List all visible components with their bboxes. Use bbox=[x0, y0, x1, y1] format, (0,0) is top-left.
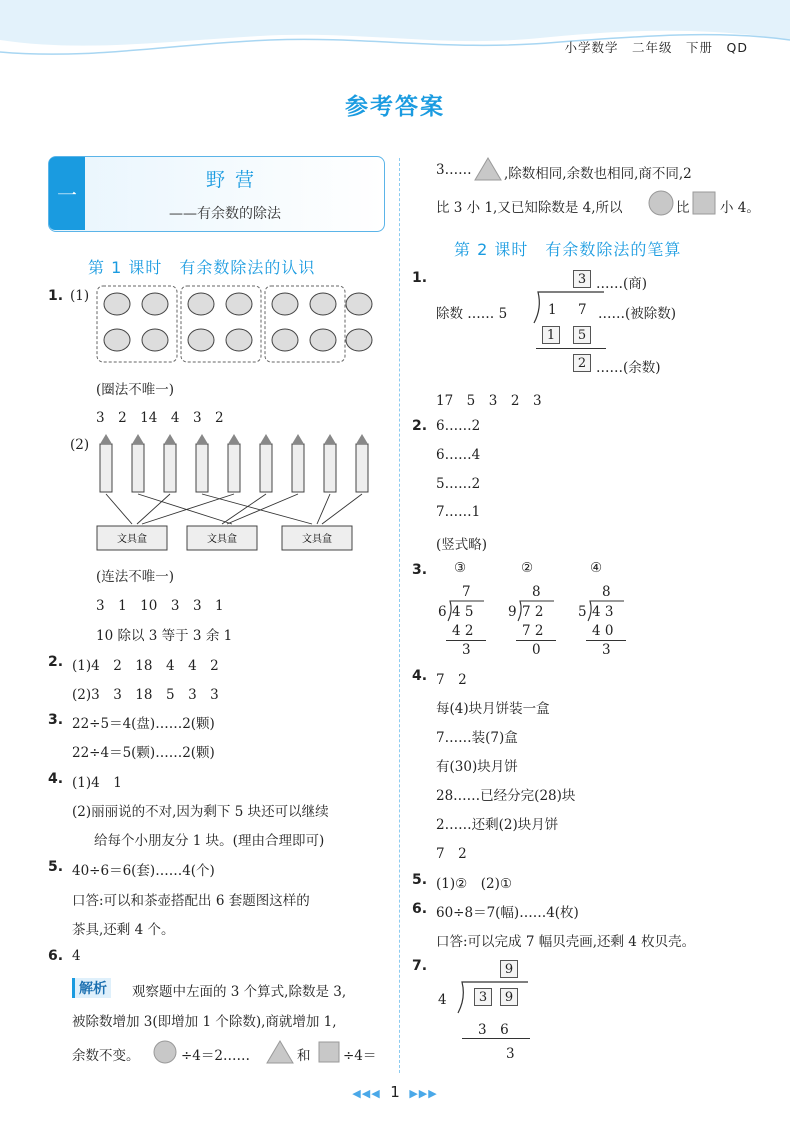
lesson-1-title: 第 1 课时 有余数除法的认识 bbox=[88, 258, 316, 277]
r-q7-long-division bbox=[438, 958, 548, 1068]
q7-remainder: 3 bbox=[506, 1046, 515, 1062]
remainder-box: 2 bbox=[573, 354, 591, 372]
q1-note2: (连法不唯一) bbox=[96, 569, 175, 585]
analysis-line-3a: 余数不变。 bbox=[72, 1048, 140, 1064]
calc-line bbox=[586, 640, 626, 641]
page-title: 参考答案 bbox=[345, 94, 445, 120]
division-bracket bbox=[532, 290, 606, 324]
right-cont-2b: 比 bbox=[676, 200, 690, 216]
r-q1-answer: 17 5 3 2 3 bbox=[436, 393, 542, 409]
q5-label: 5. bbox=[48, 859, 64, 875]
calc-remainder: 3 bbox=[602, 642, 611, 658]
r-q6-answer-a: 60÷8＝7(幅)……4(枚) bbox=[436, 905, 579, 921]
calc-quotient: 8 bbox=[532, 584, 541, 600]
unit-name: 野营 bbox=[205, 169, 264, 191]
q4-answer-a: (1)4 1 bbox=[72, 775, 122, 791]
next-arrows-icon: ▶▶▶ bbox=[409, 1087, 438, 1100]
r-q2-answer-d: 7……1 bbox=[436, 504, 481, 520]
r-q2-label: 2. bbox=[412, 418, 428, 434]
column-divider bbox=[399, 158, 400, 1073]
calc-quotient: 7 bbox=[462, 584, 471, 600]
product-box-2: 5 bbox=[573, 326, 591, 344]
q3-answer-b: 22÷4＝5(颗)……2(颗) bbox=[72, 745, 215, 761]
divisor-label: 除数 …… 5 bbox=[436, 306, 508, 322]
q1-part2-label: (2) bbox=[70, 437, 90, 453]
right-cont-1b: ,除数相同,余数也相同,商不同,2 bbox=[504, 166, 692, 182]
analysis-line-1: 观察题中左面的 3 个算式,除数是 3, bbox=[132, 984, 347, 1000]
calc-product: 7 2 bbox=[522, 623, 544, 639]
dividend-digit-1: 1 bbox=[548, 302, 557, 318]
q7-divisor: 4 bbox=[438, 992, 447, 1008]
r-q4-answer-b: 每(4)块月饼装一盒 bbox=[436, 701, 550, 717]
r-q2-answer-e: (竖式略) bbox=[436, 537, 488, 553]
product-box-1: 1 bbox=[542, 326, 560, 344]
calc-line bbox=[446, 640, 486, 641]
r-q3-calc-2 bbox=[508, 584, 568, 658]
r-q3-calc-1 bbox=[438, 584, 498, 658]
unit-subtitle: ——有余数的除法 bbox=[169, 206, 281, 222]
q7-bracket bbox=[456, 980, 530, 1014]
r-q4-answer-f: 2……还剩(2)块月饼 bbox=[436, 817, 559, 833]
pencil-box-label-2: 文具盒 bbox=[207, 534, 237, 545]
square-shape-icon bbox=[318, 1041, 340, 1063]
circle-shape-icon bbox=[648, 190, 674, 216]
r-q4-answer-g: 7 2 bbox=[436, 846, 467, 862]
r-q1-label: 1. bbox=[412, 270, 428, 286]
r-q4-answer-a: 7 2 bbox=[436, 672, 467, 688]
calc-product: 4 0 bbox=[592, 623, 614, 639]
unit-number: 一 bbox=[49, 157, 85, 230]
pencils-boxes-illustration bbox=[92, 432, 382, 557]
pencil-box-label-1: 文具盒 bbox=[117, 534, 147, 545]
q2-answer-a: (1)4 2 18 4 4 2 bbox=[72, 658, 219, 674]
calc-dividend: 7 2 bbox=[522, 604, 544, 620]
square-shape-icon bbox=[692, 191, 716, 215]
pencil-box-label-3: 文具盒 bbox=[302, 534, 332, 545]
r-q3-mark-2: ② bbox=[521, 560, 534, 576]
header-banner bbox=[0, 0, 790, 70]
q7-line bbox=[462, 1038, 530, 1039]
q5-answer-a: 40÷6＝6(套)……4(个) bbox=[72, 863, 215, 879]
page-number: 1 bbox=[390, 1083, 400, 1101]
q7-quotient-box: 9 bbox=[500, 960, 518, 978]
r-q4-label: 4. bbox=[412, 668, 428, 684]
quotient-box: 3 bbox=[573, 270, 591, 288]
calc-dividend: 4 5 bbox=[452, 604, 474, 620]
quotient-label: ……(商) bbox=[596, 276, 648, 292]
analysis-line-3c: 和 bbox=[297, 1048, 311, 1064]
r-q3-mark-3: ④ bbox=[590, 560, 603, 576]
dividend-digit-2: 7 bbox=[578, 302, 587, 318]
q1-answer2: 3 1 10 3 3 1 bbox=[96, 598, 224, 614]
q4-answer-c: 给每个小朋友分 1 块。(理由合理即可) bbox=[94, 833, 325, 849]
calc-dividend: 4 3 bbox=[592, 604, 614, 620]
r-q5-answer: (1)② (2)① bbox=[436, 876, 512, 892]
r-q2-answer-a: 6……2 bbox=[436, 418, 481, 434]
right-cont-1a: 3…… bbox=[436, 162, 472, 178]
remainder-label: ……(余数) bbox=[596, 360, 661, 376]
header-wave bbox=[0, 0, 790, 70]
q4-label: 4. bbox=[48, 771, 64, 787]
lanterns-illustration bbox=[95, 284, 375, 364]
page-footer bbox=[0, 1083, 790, 1101]
long-division-diagram bbox=[436, 268, 736, 378]
analysis-badge: 解析 bbox=[72, 978, 111, 998]
lesson-2-title: 第 2 课时 有余数除法的笔算 bbox=[454, 240, 682, 259]
q7-dividend-box-2: 9 bbox=[500, 988, 518, 1006]
q3-answer-a: 22÷5＝4(盘)……2(颗) bbox=[72, 716, 215, 732]
r-q7-label: 7. bbox=[412, 958, 428, 974]
right-cont-2c: 小 4。 bbox=[720, 200, 760, 216]
r-q3-calc-3 bbox=[578, 584, 638, 658]
q5-answer-c: 茶具,还剩 4 个。 bbox=[72, 922, 175, 938]
right-cont-2a: 比 3 小 1,又已知除数是 4,所以 bbox=[436, 200, 623, 216]
q7-dividend-box-1: 3 bbox=[474, 988, 492, 1006]
r-q4-answer-e: 28……已经分完(28)块 bbox=[436, 788, 576, 804]
division-line bbox=[536, 348, 606, 349]
r-q6-label: 6. bbox=[412, 901, 428, 917]
triangle-shape-icon bbox=[474, 157, 502, 181]
r-q2-answer-b: 6……4 bbox=[436, 447, 481, 463]
r-q3-mark-1: ③ bbox=[454, 560, 467, 576]
q2-label: 2. bbox=[48, 654, 64, 670]
q7-product: 3 6 bbox=[478, 1022, 509, 1038]
q4-answer-b: (2)丽丽说的不对,因为剩下 5 块还可以继续 bbox=[72, 804, 329, 820]
q3-label: 3. bbox=[48, 712, 64, 728]
q2-answer-b: (2)3 3 18 5 3 3 bbox=[72, 687, 219, 703]
q1-answer3: 10 除以 3 等于 3 余 1 bbox=[96, 628, 233, 644]
analysis-line-2: 被除数增加 3(即增加 1 个除数),商就增加 1, bbox=[72, 1014, 337, 1030]
calc-remainder: 0 bbox=[532, 642, 541, 658]
triangle-shape-icon bbox=[266, 1040, 294, 1064]
calc-divisor: 6 bbox=[438, 604, 447, 620]
q1-note1: (圈法不唯一) bbox=[96, 382, 175, 398]
q1-label: 1. bbox=[48, 288, 64, 304]
q6-label: 6. bbox=[48, 948, 64, 964]
r-q2-answer-c: 5……2 bbox=[436, 476, 481, 492]
prev-arrows-icon: ◀◀◀ bbox=[352, 1087, 381, 1100]
r-q4-answer-d: 有(30)块月饼 bbox=[436, 759, 518, 775]
analysis-line-3b: ÷4＝2…… bbox=[181, 1048, 250, 1064]
calc-quotient: 8 bbox=[602, 584, 611, 600]
analysis-line-3d: ÷4＝ bbox=[343, 1048, 377, 1064]
dividend-label: ……(被除数) bbox=[598, 306, 677, 322]
unit-box bbox=[48, 156, 385, 232]
calc-remainder: 3 bbox=[462, 642, 471, 658]
circle-shape-icon bbox=[152, 1040, 178, 1064]
r-q6-answer-b: 口答:可以完成 7 幅贝壳画,还剩 4 枚贝壳。 bbox=[436, 934, 696, 950]
r-q3-label: 3. bbox=[412, 562, 428, 578]
r-q5-label: 5. bbox=[412, 872, 428, 888]
r-q4-answer-c: 7……装(7)盒 bbox=[436, 730, 518, 746]
calc-divisor: 9 bbox=[508, 604, 517, 620]
q1-part1-label: (1) bbox=[70, 288, 90, 304]
header-text: 小学数学 二年级 下册 QD bbox=[564, 40, 748, 55]
calc-line bbox=[516, 640, 556, 641]
calc-divisor: 5 bbox=[578, 604, 587, 620]
calc-product: 4 2 bbox=[452, 623, 474, 639]
q1-answer1: 3 2 14 4 3 2 bbox=[96, 410, 224, 426]
q5-answer-b: 口答:可以和茶壶搭配出 6 套题图这样的 bbox=[72, 893, 310, 909]
q6-answer-a: 4 bbox=[72, 948, 81, 964]
